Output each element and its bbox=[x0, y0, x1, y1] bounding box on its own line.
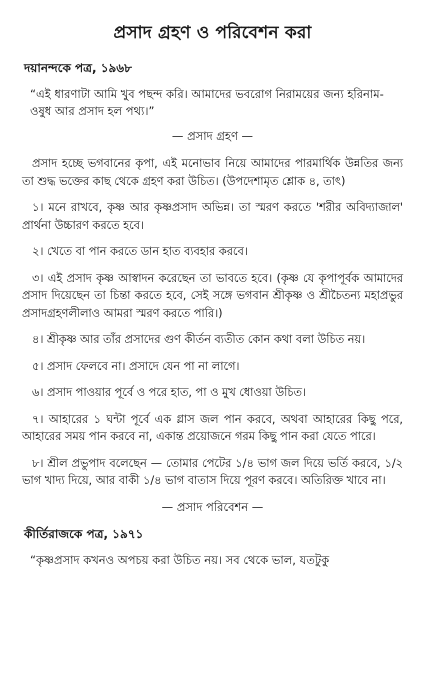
rule-item-7: ৭। আহারের ১ ঘন্টা পূর্বে এক গ্লাস জল পান করবে, অথবা আহারের কিছু পরে, আহারের সময় পান করবে না, একান্ত প্রয়োজনে গরম কিছু পান করা যেতে পারে। bbox=[22, 412, 403, 443]
rule-item-3: ৩। এই প্রসাদ কৃষ্ণ আস্বাদন করেছেন তা ভাবতে হবে। (কৃষ্ণ যে কৃপাপূর্বক আমাদের প্রসাদ দিয়েছেন তা চিন্তা করতে হবে, সেই সঙ্গে ভগবান শ্রীকৃষ্ণ ও শ্রীচৈতন্য মহাপ্রভুর প্রসাদগ্রহণলীলাও আমরা স্মরণ করতে পারি।) bbox=[22, 271, 403, 320]
rule-item-1: ১। মনে রাখবে, কৃষ্ণ আর কৃষ্ণপ্রসাদ অভিন্ন। তা স্মরণ করতে 'শরীর অবিদ্যাজাল' প্রার্থনা উচ্চারণ করতে হবে। bbox=[22, 201, 403, 232]
quote-kirtiraj: “কৃষ্ণপ্রসাদ কখনও অপচয় করা উচিত নয়। সব থেকে ভাল, যতটুকু bbox=[30, 552, 330, 567]
letter-reference-kirtiraj: কীর্তিরাজকে পত্র, ১৯৭১ bbox=[24, 526, 144, 541]
letter-reference-dayananda: দয়ানন্দকে পত্র, ১৯৬৮ bbox=[24, 61, 132, 75]
section-heading-serving: — প্রসাদ পরিবেশন — bbox=[161, 499, 264, 514]
intro-paragraph: প্রসাদ হচ্ছে ভগবানের কৃপা, এই মনোভাব নিয়ে আমাদের পারমার্থিক উন্নতির জন্য তা শুদ্ধ ভক্তের কাছ থেকে গ্রহণ করা উচিত। (উপদেশামৃত শ্লোক ৪, তাৎ) bbox=[22, 157, 403, 188]
rule-item-6: ৬। প্রসাদ পাওয়ার পূর্বে ও পরে হাত, পা ও মুখ ধোওয়া উচিত। bbox=[32, 386, 306, 399]
section-heading-receiving: — প্রসাদ গ্রহণ — bbox=[171, 129, 254, 143]
rule-item-2: ২। খেতে বা পান করতে ডান হাত ব্যবহার করবে। bbox=[32, 245, 248, 258]
rule-item-8: ৮। শ্রীল প্রভুপাদ বলেছেন — তোমার পেটের ১/৪ ভাগ জল দিয়ে ভর্তি করবে, ১/২ ভাগ খাদ্য দিয়ে, আর বাকী ১/৪ ভাগ বাতাস দিয়ে পূরণ করবে। অতিরিক্ত খাবে না। bbox=[22, 456, 403, 487]
quote-dayananda: “এই ধারণাটা আমি খুব পছন্দ করি। আমাদের ভবরোগ নিরাময়ের জন্য হরিনাম-ওষুধ আর প্রসাদ হল পথ্য।” bbox=[30, 87, 384, 118]
rule-item-5: ৫। প্রসাদ ফেলবে না। প্রসাদে যেন পা না লাগে। bbox=[32, 359, 240, 373]
page-title: প্রসাদ গ্রহণ ও পরিবেশন করা bbox=[113, 23, 312, 43]
rule-item-4: ৪। শ্রীকৃষ্ণ আর তাঁর প্রসাদের গুণ কীর্তন ব্যতীত কোন কথা বলা উচিত নয়। bbox=[32, 333, 366, 346]
